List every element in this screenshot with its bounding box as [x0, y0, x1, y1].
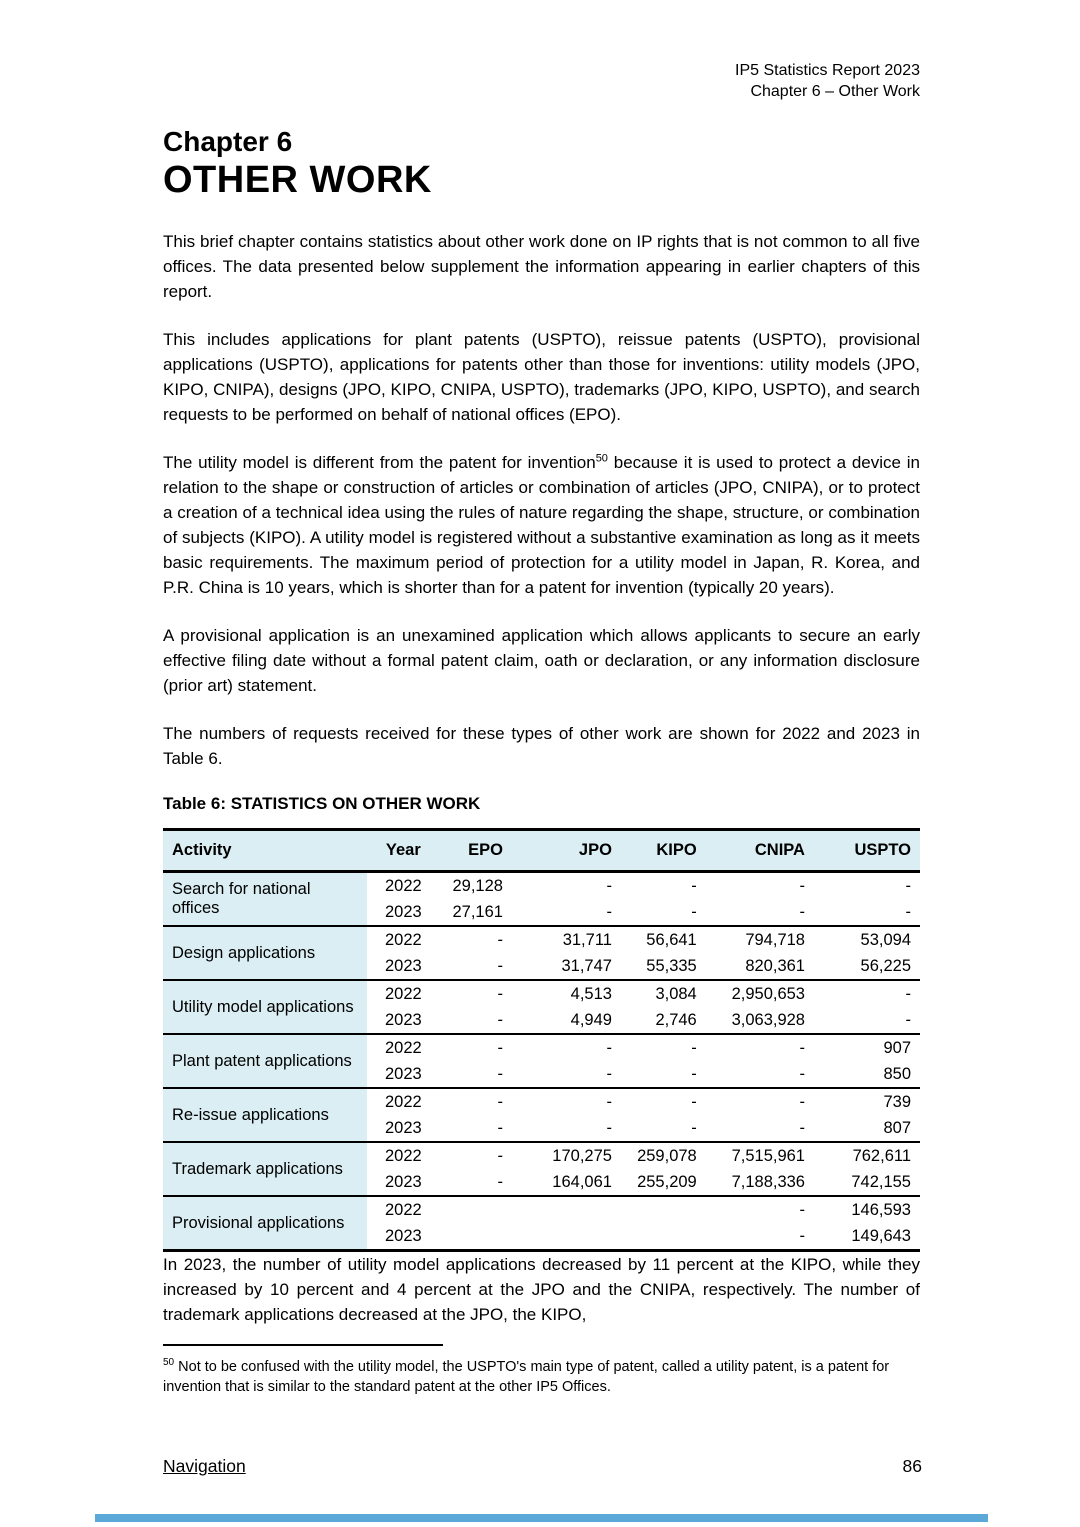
- value-cell: -: [691, 902, 697, 921]
- value-cell: 27,161: [452, 902, 503, 921]
- year-cell: 2023: [384, 1172, 422, 1191]
- year-cell: 2022: [367, 1142, 439, 1169]
- value-cell: 56,225: [860, 956, 911, 975]
- value-cell: -: [706, 871, 814, 899]
- value-cell: -: [497, 1172, 503, 1191]
- page-title: OTHER WORK: [163, 159, 432, 202]
- value-cell: -: [621, 1088, 706, 1115]
- table-row: [163, 926, 920, 953]
- value-cell: 7,515,961: [706, 1142, 814, 1169]
- table-header-row: [163, 829, 920, 871]
- year-cell: 2023: [384, 1064, 422, 1083]
- column-header-year: Year: [367, 829, 439, 871]
- paragraph-includes: This includes applications for plant patents (USPTO), reissue patents (USPTO), provisional applications (USPTO), applications for patents other than those for inventions: utility models (JPO, KIPO, CNIPA), designs (JPO, KIPO, CNIPA, USPTO), trademarks (JPO, KIPO, USPTO), and search requests to be performed on behalf of national offices (EPO).: [163, 329, 920, 424]
- value-cell: -: [439, 1142, 512, 1169]
- activity-cell: Re-issue applications: [163, 1088, 367, 1142]
- value-cell: -: [606, 1118, 612, 1137]
- value-cell: 794,718: [706, 926, 814, 953]
- column-header-kipo: KIPO: [621, 829, 706, 871]
- value-cell: 164,061: [552, 1172, 612, 1191]
- value-cell: -: [799, 1226, 805, 1245]
- value-cell: -: [606, 1064, 612, 1083]
- value-cell: 907: [814, 1034, 920, 1061]
- value-cell: 820,361: [745, 956, 805, 975]
- value-cell: 170,275: [512, 1142, 621, 1169]
- value-cell: 739: [814, 1088, 920, 1115]
- year-cell: 2023: [384, 902, 422, 921]
- value-cell: -: [799, 1064, 805, 1083]
- value-cell: [439, 1196, 512, 1223]
- year-cell: 2022: [367, 1196, 439, 1223]
- value-cell: 31,711: [512, 926, 621, 953]
- value-cell: 807: [883, 1118, 911, 1137]
- value-cell: -: [497, 1010, 503, 1029]
- closing-paragraph: In 2023, the number of utility model applications decreased by 11 percent at the KIPO, while they increased by 10 percent and 4 percent at the JPO and the CNIPA, respectively. The number of trademark applications decreased at the JPO, the KIPO,: [163, 1254, 920, 1324]
- footnote-text: [163, 1353, 920, 1397]
- value-cell: [512, 1196, 621, 1223]
- value-cell: -: [621, 1034, 706, 1061]
- year-cell: 2022: [367, 926, 439, 953]
- value-cell: 3,084: [621, 980, 706, 1007]
- value-cell: -: [691, 1118, 697, 1137]
- value-cell: [621, 1223, 706, 1251]
- value-cell: -: [497, 1118, 503, 1137]
- column-header-jpo: JPO: [512, 829, 621, 871]
- column-header-activity: Activity: [163, 829, 367, 871]
- value-cell: -: [706, 1088, 814, 1115]
- value-cell: [621, 1196, 706, 1223]
- table-row: [163, 1196, 920, 1223]
- table-row: [163, 1088, 920, 1115]
- table-row: [163, 1034, 920, 1061]
- paragraph-utility-model-text: The utility model is different from the patent for invention: [163, 452, 596, 472]
- value-cell: -: [799, 1118, 805, 1137]
- table-row: [163, 1142, 920, 1169]
- activity-cell: Utility model applications: [163, 980, 367, 1034]
- value-cell: -: [606, 902, 612, 921]
- page-number: 86: [902, 1456, 922, 1476]
- year-cell: 2022: [367, 1088, 439, 1115]
- value-cell: -: [621, 871, 706, 899]
- value-cell: -: [814, 871, 920, 899]
- page-footer: [163, 1456, 922, 1477]
- value-cell: -: [691, 1064, 697, 1083]
- value-cell: 7,188,336: [731, 1172, 805, 1191]
- value-cell: -: [497, 1064, 503, 1083]
- value-cell: -: [439, 980, 512, 1007]
- year-cell: 2023: [384, 956, 422, 975]
- value-cell: 2,950,653: [706, 980, 814, 1007]
- value-cell: 850: [883, 1064, 911, 1083]
- value-cell: -: [497, 956, 503, 975]
- value-cell: -: [706, 1196, 814, 1223]
- value-cell: 31,747: [561, 956, 612, 975]
- value-cell: 56,641: [621, 926, 706, 953]
- paragraph-utility-model: [163, 450, 920, 600]
- year-cell: 2023: [384, 1010, 422, 1029]
- value-cell: 4,949: [570, 1010, 612, 1029]
- paragraph-table-ref: The numbers of requests received for these types of other work are shown for 2022 and 2023 in Table 6.: [163, 723, 920, 768]
- value-cell: -: [512, 1034, 621, 1061]
- value-cell: -: [905, 902, 911, 921]
- table-caption: Table 6: STATISTICS ON OTHER WORK: [163, 793, 481, 813]
- year-cell: 2022: [367, 871, 439, 899]
- year-cell: 2022: [367, 980, 439, 1007]
- activity-cell: Provisional applications: [163, 1196, 367, 1251]
- year-cell: 2022: [367, 1034, 439, 1061]
- activity-cell: Trademark applications: [163, 1142, 367, 1196]
- table-body: [163, 871, 920, 1250]
- value-cell: 29,128: [439, 871, 512, 899]
- value-cell: 2,746: [655, 1010, 697, 1029]
- value-cell: 146,593: [814, 1196, 920, 1223]
- paragraph-intro: This brief chapter contains statistics about other work done on IP rights that is not common to all five offices. The data presented below supplement the information appearing in earlier chapters of this report.: [163, 231, 920, 301]
- column-header-epo: EPO: [439, 829, 512, 871]
- footnote-marker: 50: [163, 1357, 175, 1368]
- value-cell: -: [439, 926, 512, 953]
- value-cell: -: [512, 1088, 621, 1115]
- paragraph-utility-model-text-cont: because it is used to protect a device in relation to the shape or construction of articles or combination of articles (JPO, CNIPA), or to protect a creation of a technical idea using the rules of nature regarding the shape, structure, or combination of subjects (KIPO). A utility model is registered without a substantive examination as long as it meets basic requirements. The maximum period of protection for a utility model in Japan, R. Korea, and P.R. China is 10 years, which is shorter than for a patent for invention (typically 20 years).: [163, 452, 920, 597]
- value-cell: 3,063,928: [731, 1010, 805, 1029]
- value-cell: -: [706, 1034, 814, 1061]
- value-cell: -: [439, 1088, 512, 1115]
- year-cell: 2023: [384, 1118, 422, 1137]
- activity-cell: Design applications: [163, 926, 367, 980]
- column-header-cnipa: CNIPA: [706, 829, 814, 871]
- value-cell: 55,335: [646, 956, 697, 975]
- footnote: [163, 1344, 920, 1397]
- value-cell: -: [905, 1010, 911, 1029]
- table-row: [163, 829, 920, 871]
- chapter-label: Chapter 6: [163, 126, 293, 157]
- footnote-ref-50[interactable]: 50: [595, 452, 608, 465]
- table6: [163, 828, 920, 1252]
- paragraph-provisional: A provisional application is an unexamined application which allows applicants to secure an early effective filing date without a formal patent claim, oath or declaration, or any information disclosure (prior art) statement.: [163, 625, 920, 695]
- year-cell: 2023: [384, 1226, 422, 1245]
- navigation-link[interactable]: Navigation: [163, 1456, 246, 1476]
- value-cell: -: [799, 902, 805, 921]
- column-header-uspto: USPTO: [814, 829, 920, 871]
- activity-cell: Plant patent applications: [163, 1034, 367, 1088]
- value-cell: 53,094: [814, 926, 920, 953]
- footnote-body: Not to be confused with the utility model, the USPTO's main type of patent, called a utility patent, is a patent for invention that is similar to the standard patent at the other IP5 Offices.: [163, 1358, 890, 1395]
- table-row: [163, 980, 920, 1007]
- value-cell: 4,513: [512, 980, 621, 1007]
- page-header-report-title: IP5 Statistics Report 2023: [735, 62, 920, 79]
- value-cell: 149,643: [851, 1226, 911, 1245]
- value-cell: 742,155: [851, 1172, 911, 1191]
- page-header: [163, 60, 920, 102]
- footnote-separator: [163, 1344, 443, 1346]
- page-header-chapter: Chapter 6 – Other Work: [750, 83, 920, 100]
- value-cell: -: [814, 980, 920, 1007]
- activity-cell: Search for national offices: [163, 871, 367, 926]
- value-cell: -: [439, 1034, 512, 1061]
- table-row: [163, 871, 920, 899]
- value-cell: [439, 1223, 512, 1251]
- value-cell: 255,209: [637, 1172, 697, 1191]
- value-cell: -: [512, 871, 621, 899]
- value-cell: 259,078: [621, 1142, 706, 1169]
- value-cell: 762,611: [814, 1142, 920, 1169]
- bottom-bar: [95, 1514, 988, 1522]
- value-cell: [512, 1223, 621, 1251]
